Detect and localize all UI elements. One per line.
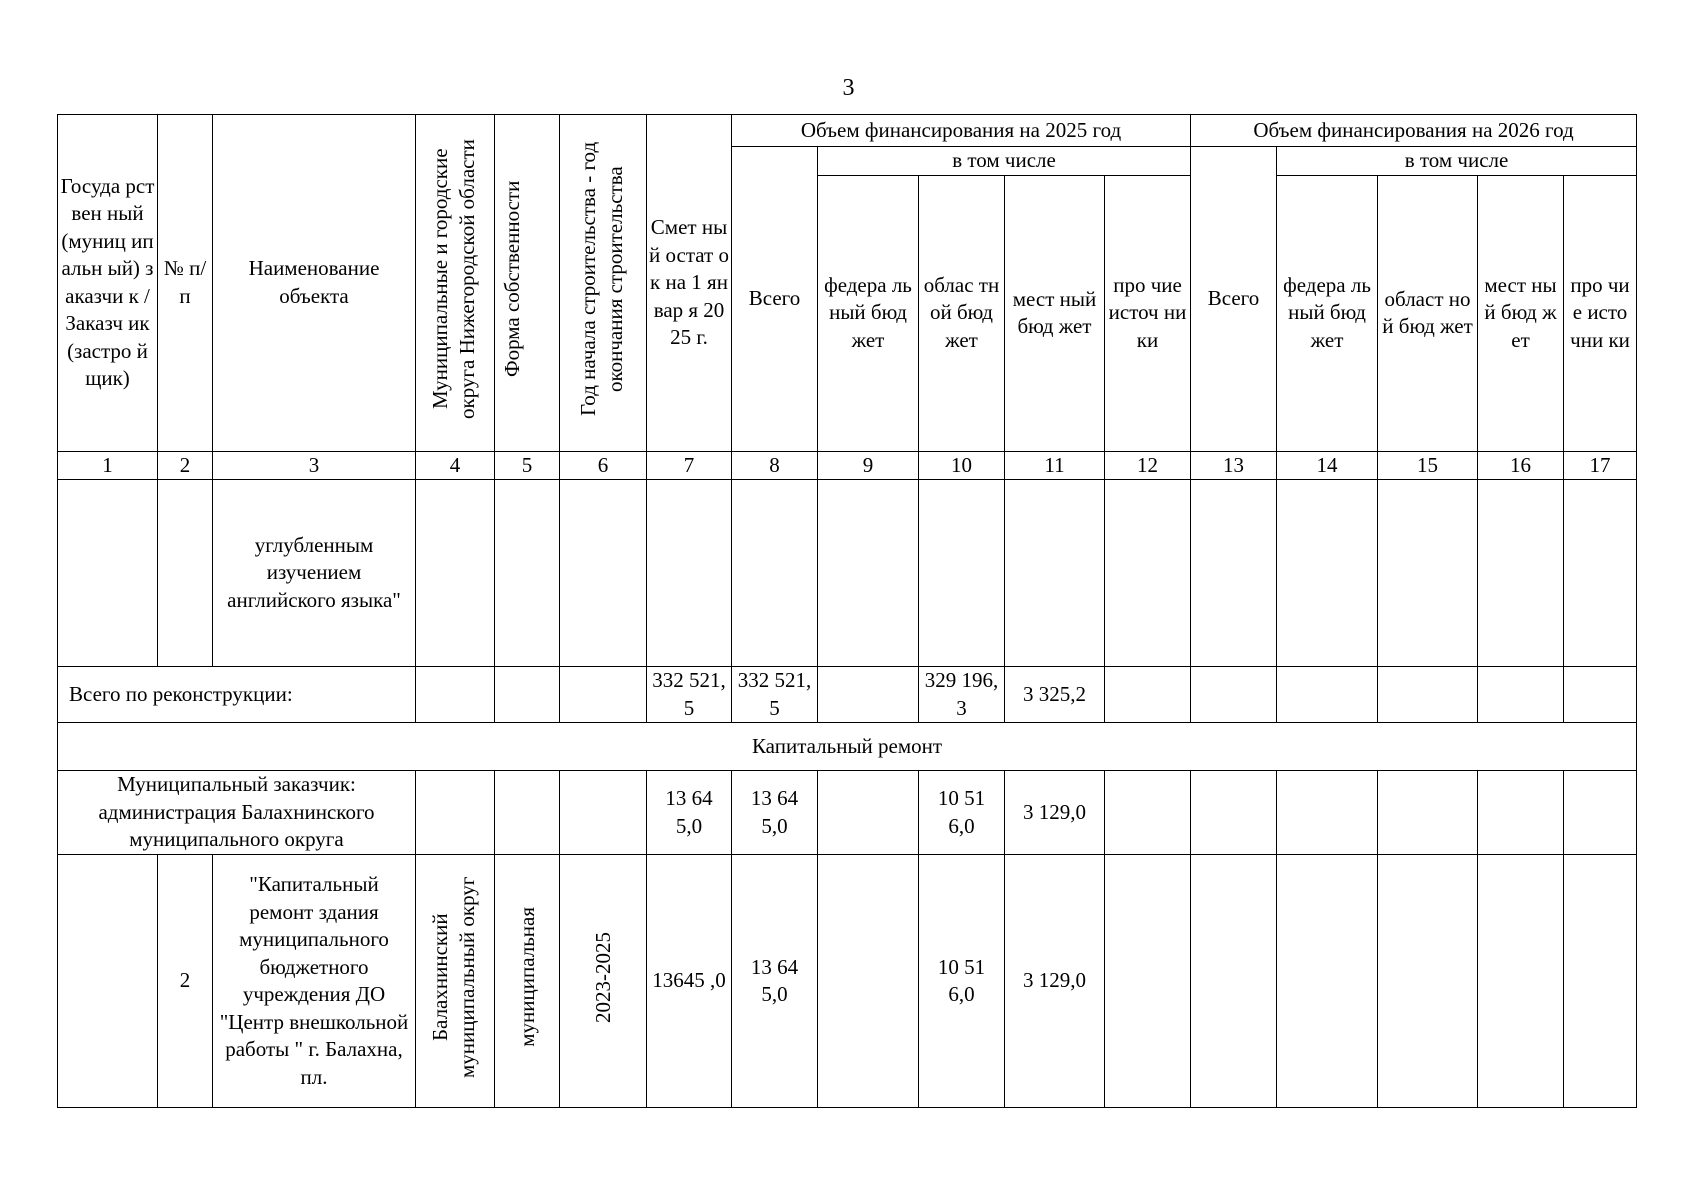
municipal-customer-estimate: 13 645,0 [647,771,732,855]
column-number: 4 [416,451,495,480]
header-2026-local: мест ный бюд жет [1478,175,1564,451]
continuation-name: углубленным изучением английского языка" [213,480,416,667]
column-number: 16 [1478,451,1564,480]
column-number: 14 [1277,451,1378,480]
column-number: 6 [560,451,647,480]
reconstruction-local: 3 325,2 [1005,667,1105,723]
header-2025-federal: федера льный бюд жет [818,175,919,451]
header-financing-2026: Объем финансирования на 2026 год [1191,115,1637,147]
header-customer: Госуда рствен ный (муниц ипальн ый) заказчи к / Заказч ик (застро йщик) [58,115,158,452]
column-number: 3 [213,451,416,480]
object-num: 2 [158,855,213,1108]
column-number: 15 [1378,451,1478,480]
header-municipal: Муниципальные и городские округа Нижегородской области [416,115,495,452]
column-number: 12 [1105,451,1191,480]
column-number: 5 [495,451,560,480]
municipal-customer-label: Муниципальный заказчик: администрация Балахнинского муниципального округа [58,771,416,855]
column-number: 8 [732,451,818,480]
column-number: 7 [647,451,732,480]
object-years: 2023-2025 [560,855,647,1108]
object-regional: 10 516,0 [919,855,1005,1108]
object-ownership: муниципальная [495,855,560,1108]
financing-table [57,114,1637,1108]
reconstruction-total: 332 521,5 [732,667,818,723]
header-2026-federal: федера льный бюд жет [1277,175,1378,451]
header-including-2026: в том числе [1277,147,1637,176]
municipal-customer-regional: 10 516,0 [919,771,1005,855]
object-local: 3 129,0 [1005,855,1105,1108]
header-name: Наименование объекта [213,115,416,452]
header-2026-regional: област ной бюд жет [1378,175,1478,451]
page-number: 3 [842,75,855,101]
column-number: 1 [58,451,158,480]
header-num: № п/п [158,115,213,452]
header-2025-local: мест ный бюд жет [1005,175,1105,451]
object-district: Балахнинский муниципальный округ [416,855,495,1108]
header-estimate: Смет ный остат ок на 1 январ я 2025 г. [647,115,732,452]
municipal-customer-row [58,771,1637,855]
header-financing-2025: Объем финансирования на 2025 год [732,115,1191,147]
object-estimate: 13645 ,0 [647,855,732,1108]
column-number: 11 [1005,451,1105,480]
header-including-2025: в том числе [818,147,1191,176]
column-number-row [58,451,1637,480]
header-2026-other: про чие исто чни ки [1564,175,1637,451]
header-ownership: Форма собственности [495,115,560,452]
object-name: "Капитальный ремонт здания муниципального бюджетного учреждения ДО "Центр внешкольной работы " г. Балахна, пл. [213,855,416,1108]
header-total-2026: Всего [1191,147,1277,452]
reconstruction-estimate: 332 521,5 [647,667,732,723]
column-number: 13 [1191,451,1277,480]
reconstruction-regional: 329 196,3 [919,667,1005,723]
reconstruction-total-label: Всего по реконструкции: [58,667,416,723]
column-number: 17 [1564,451,1637,480]
object-total: 13 645,0 [732,855,818,1108]
header-total-2025: Всего [732,147,818,452]
municipal-customer-local: 3 129,0 [1005,771,1105,855]
section-title: Капитальный ремонт [58,723,1637,771]
municipal-customer-total: 13 645,0 [732,771,818,855]
continuation-row [58,480,1637,667]
column-number: 9 [818,451,919,480]
header-2025-regional: облас тной бюд жет [919,175,1005,451]
object-row [58,855,1637,1108]
reconstruction-total-row [58,667,1637,723]
header-years: Год начала строительства - год окончания строительства [560,115,647,452]
column-number: 10 [919,451,1005,480]
column-number: 2 [158,451,213,480]
header-2025-other: про чие источ ники [1105,175,1191,451]
